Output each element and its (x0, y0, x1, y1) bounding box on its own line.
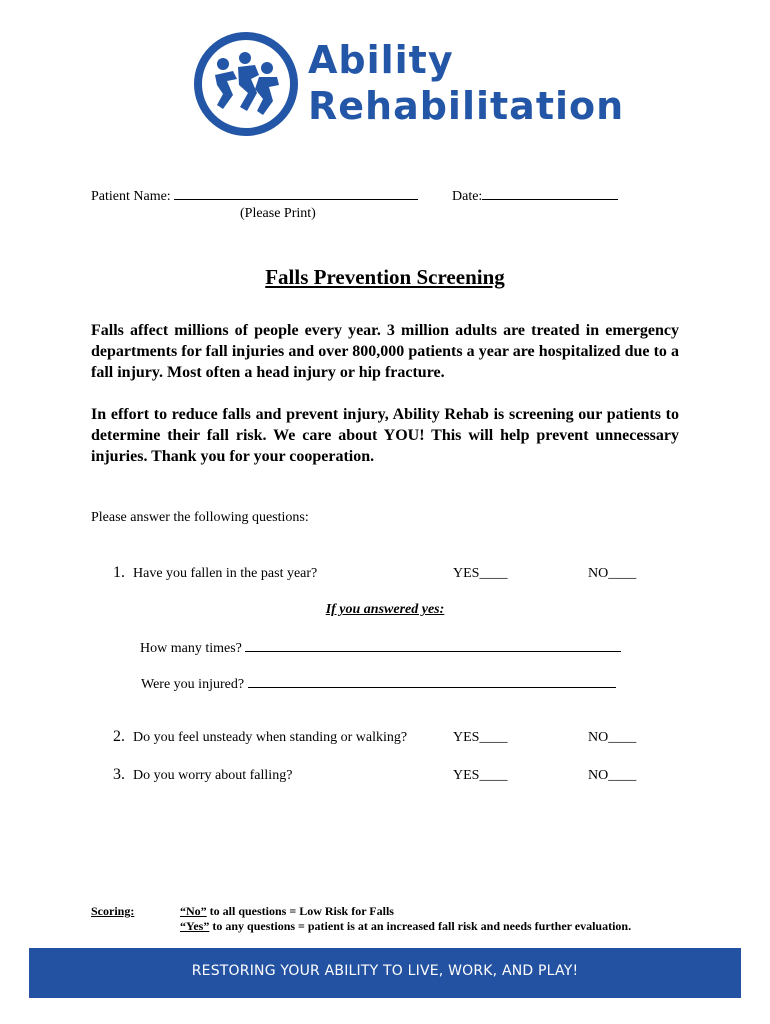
question-2-yes[interactable]: YES____ (453, 730, 508, 745)
running-figures-icon (215, 52, 279, 115)
question-3-yes[interactable]: YES____ (453, 768, 508, 783)
scoring-high-risk (180, 919, 631, 934)
injured-row (141, 674, 616, 693)
question-3-no[interactable]: NO____ (588, 768, 637, 783)
instructions-text: Please answer the following questions: (91, 510, 309, 525)
question-1 (113, 564, 317, 582)
date-field[interactable] (482, 186, 618, 200)
question-number: 3. (113, 766, 125, 783)
intro-paragraph: Falls affect millions of people every year. 3 million adults are treated in emergency departments for fall injuries and over 800,000 patients a year are hospitalized due to a fall injury. Most often a head injury or hip fracture. (91, 322, 679, 381)
question-text: Do you worry about falling? (133, 768, 293, 783)
scoring-label: Scoring: (91, 904, 135, 918)
followup-heading: If you answered yes: (325, 602, 445, 617)
scoring-low-risk (180, 904, 394, 919)
how-many-field[interactable] (245, 638, 621, 652)
scoring-yes-quote: “Yes” (180, 919, 210, 933)
injured-field[interactable] (248, 674, 616, 688)
page-title: Falls Prevention Screening (265, 265, 505, 289)
injured-label: Were you injured? (141, 677, 245, 692)
footer-tagline: RESTORING YOUR ABILITY TO LIVE, WORK, AND PLAY! (191, 963, 579, 979)
question-3 (113, 766, 292, 784)
question-2-no[interactable]: NO____ (588, 730, 637, 745)
question-text: Do you feel unsteady when standing or walking? (133, 730, 408, 745)
logo-text-line1: Ability (308, 38, 454, 82)
please-print-note: (Please Print) (240, 206, 316, 221)
question-number: 1. (113, 564, 125, 581)
question-2 (113, 728, 407, 746)
scoring-no-quote: “No” (180, 904, 207, 918)
patient-name-label: Patient Name: (91, 189, 171, 204)
date-row (452, 186, 618, 205)
purpose-paragraph: In effort to reduce falls and prevent injury, Ability Rehab is screening our patients to determine their fall risk. We care about YOU! This will help prevent unnecessary injuries. Thank you for your cooperation. (91, 406, 679, 465)
question-1-yes[interactable]: YES____ (453, 566, 508, 581)
date-label: Date: (452, 189, 483, 204)
scoring-no-text: to all questions = Low Risk for Falls (206, 904, 394, 918)
patient-name-row (91, 186, 418, 205)
logo-emblem (193, 31, 299, 137)
scoring-yes-text: to any questions = patient is at an increased fall risk and needs further evaluation. (209, 919, 632, 933)
question-1-no[interactable]: NO____ (588, 566, 637, 581)
logo-text-line2: Rehabilitation (308, 84, 625, 128)
patient-name-field[interactable] (174, 186, 418, 200)
question-text: Have you fallen in the past year? (133, 566, 318, 581)
how-many-row (140, 638, 621, 657)
question-number: 2. (113, 728, 125, 745)
how-many-label: How many times? (140, 641, 242, 656)
